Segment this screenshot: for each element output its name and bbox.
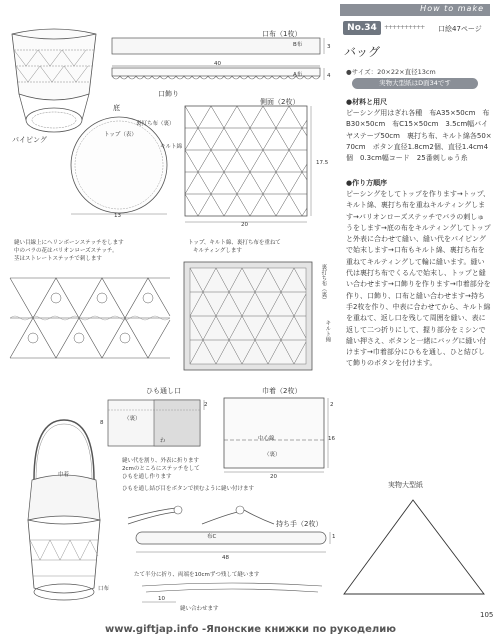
label-urauchi-2: 裏打ち布（裏） [320,264,327,303]
page-number: 105 [480,611,494,619]
label-c-fabric: 布C [207,534,217,540]
dim-40: 40 [214,61,221,67]
label-kuchinuno: 口布（1枚） [262,30,302,38]
label-kuchikazari: 口飾り [158,90,179,98]
label-kinchaku: 巾着（2枚） [262,387,302,395]
quilt-note-1: トップ、キルト綿、裏打ち布を重ねて [188,240,281,246]
label-urauchi: 裏打ち布（裏） [136,121,175,127]
label-top: トップ（表） [104,132,137,138]
label-wa: わ [160,438,166,444]
dim-4: 4 [327,73,331,79]
cord-button-diagram [118,494,278,528]
nuishiro-note-3: ひもを通し作ります [122,474,172,480]
footer-watermark: www.giftjap.info -Японские книжки по рукоделию [105,624,396,635]
label-kiruto: キルト綿 [160,144,182,150]
label-ura: （裏） [124,416,141,422]
header-banner-text: How to make [420,4,484,13]
rose-note-1: 縫い目線上にヘリンボーンステッチをします [14,240,124,246]
kinchaku-diagram [224,396,336,476]
actual-size-triangle [340,494,490,604]
label-mochite: 持ち手（2枚） [276,520,323,528]
steps-heading: ●作り方順序 [346,179,388,187]
dim-3: 3 [327,44,331,50]
materials-text: ピーシング用はぎれ各種 布A35×50cm 布B30×50cm 布C15×50cm 3.5cm幅バイヤステープ50cm 裏打ち布、キルト綿各50×70cm ボタン直径1.8cm2個、直径1.4cm4個 0.3cm幅コード 25番刺しゅう糸 [346,109,492,163]
rose-stitch-diagram [10,268,170,368]
header-banner [340,4,490,16]
label-soko: 底 [113,104,120,112]
pattern-note-pill: 実物大型紙はD面34です [352,78,478,89]
label-b-fabric: B布 [293,42,303,48]
quilted-side-diagram [184,262,319,372]
materials-heading: ●材料と用尺 [346,98,388,106]
steps-text: ピーシングをしてトップを作ります→トップ、キルト綿、裏打ち布を重ねキルティングします→バリオンローズステッチでバラの刺しゅうをします→底の布をキルティングしてトップと外表に合わせて縫い、縫い代をパイピングで始末します→口布もキルト綿、裏打ち布を重ねてキルティングして輪に縫います。縫い代は裏打ち布でくるんで始末し、トップと縫い合わせます→口飾りを作ります→巾着部分を作り、口飾り、口布と縫い合わせます→持ち手2枚を作り、中表に合わせてから、キルト綿を重ねて、返し口を残して周囲を縫い、表に返して二つ折りにして、握り部分をミシンで縫い押さえ、ボタンと一緒にバッグに縫い付けます→巾着部分にひもを通し、ひと結びして飾りのボタンを付けます。 [346,190,491,368]
drawstring-channel-diagram [108,396,208,456]
dim-1: 1 [332,534,336,540]
himo-note: ひもを通し結び目をボタンで挟むように縫い付けます [122,486,255,492]
dim-17-5: 17.5 [316,160,329,166]
label-kinchaku-bag: 巾着 [58,472,70,478]
number-badge: No.34 [343,21,381,35]
label-kiruto-2: キルト綿 [324,320,331,342]
dim-16: 16 [328,436,335,442]
dim-8: 8 [100,420,104,426]
dim-13: 13 [114,213,121,219]
nuishiro-note-1: 縫い代を割り、外表に折ります [122,458,200,464]
page-title: バッグ [344,45,381,59]
label-chushin: 中心線 [258,436,275,442]
page-reference: 口絵47ページ [438,25,482,33]
rose-note-2: 中のバラの花はバリオンローズステッチ。 [14,248,118,254]
dot-leader: ++++++++++ [384,24,425,31]
dim-20b: 20 [270,474,277,480]
nuishiro-note-2: 2cmのところにステッチをして [122,466,200,472]
label-jitsubutsu: 実物大型紙 [388,481,423,489]
label-a-fabric: A布 [293,72,303,78]
label-kuchinuno-bag: 口布 [98,586,110,592]
label-piping: パイピング [12,136,47,144]
dim-2: 2 [204,402,208,408]
size-text: ●サイズ：20×22×直径13cm [346,68,436,76]
dim-2b: 2 [330,402,334,408]
label-himotoshi: ひも通し口 [146,387,181,395]
mochite-note: たて半分に折り、両端を10cmずつ残して縫います [134,572,260,578]
label-nuiawase: 縫い合わせます [180,606,219,612]
rose-note-3: 茎はストレートステッチで刺します [14,256,102,262]
label-ura2: （裏） [264,452,281,458]
sokumen-diagram [185,106,335,231]
label-sokumen: 側面（2枚） [260,98,300,106]
dim-10: 10 [158,596,165,602]
dim-20: 20 [241,222,248,228]
quilt-note-2: キルティングします [193,248,242,254]
dim-48: 48 [222,555,229,561]
